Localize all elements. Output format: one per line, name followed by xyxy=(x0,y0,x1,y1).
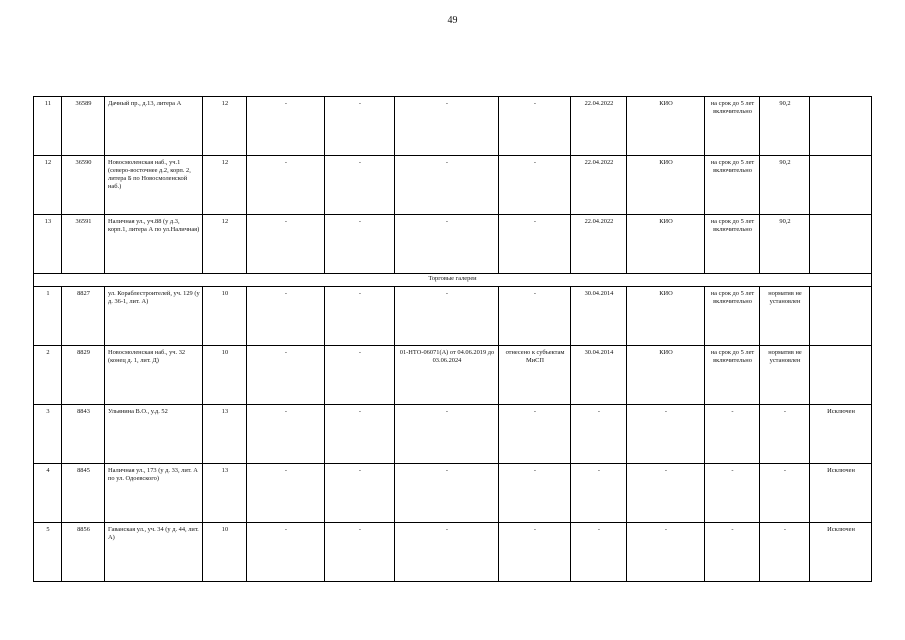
table-row xyxy=(34,97,872,156)
register-table xyxy=(33,96,872,582)
cell-contract: - xyxy=(395,97,499,156)
cell-note xyxy=(810,287,872,346)
cell-area: 90,2 xyxy=(760,215,810,274)
cell-note: Исключен xyxy=(810,464,872,523)
cell-col6: - xyxy=(325,97,395,156)
cell-status: отнесено к субъектам МиСП xyxy=(499,346,571,405)
cell-code: 12 xyxy=(203,215,247,274)
cell-date: 22.04.2022 xyxy=(571,215,627,274)
cell-term: - xyxy=(705,405,760,464)
cell-number: 12 xyxy=(34,156,62,215)
cell-note xyxy=(810,156,872,215)
cell-note xyxy=(810,97,872,156)
cell-id: 8856 xyxy=(62,523,105,582)
cell-col5: - xyxy=(247,464,325,523)
cell-status: - xyxy=(499,97,571,156)
cell-org: КИО xyxy=(627,215,705,274)
cell-address: Гаванская ул., уч. 34 (у д. 44, лит. А) xyxy=(105,523,203,582)
cell-status: - xyxy=(499,523,571,582)
cell-code: 12 xyxy=(203,97,247,156)
cell-contract: - xyxy=(395,215,499,274)
cell-date: 22.04.2022 xyxy=(571,156,627,215)
cell-contract: 01-НТО-06071(А) от 04.06.2019 до 03.06.2024 xyxy=(395,346,499,405)
cell-area: - xyxy=(760,523,810,582)
cell-area: - xyxy=(760,464,810,523)
cell-code: 12 xyxy=(203,156,247,215)
cell-col5: - xyxy=(247,346,325,405)
table-row xyxy=(34,405,872,464)
page-number: 49 xyxy=(447,15,458,26)
cell-term: на срок до 5 лет включительно xyxy=(705,287,760,346)
cell-org: - xyxy=(627,464,705,523)
cell-number: 2 xyxy=(34,346,62,405)
cell-col6: - xyxy=(325,156,395,215)
cell-date: 30.04.2014 xyxy=(571,346,627,405)
cell-contract: - xyxy=(395,287,499,346)
table-row xyxy=(34,346,872,405)
cell-status: - xyxy=(499,287,571,346)
cell-number: 4 xyxy=(34,464,62,523)
cell-number: 13 xyxy=(34,215,62,274)
cell-code: 10 xyxy=(203,523,247,582)
table-row xyxy=(34,215,872,274)
cell-col5: - xyxy=(247,287,325,346)
cell-date: - xyxy=(571,405,627,464)
cell-note xyxy=(810,346,872,405)
cell-address: Наличная ул., 173 (у д. 33, лит. А по ул. Одоевского) xyxy=(105,464,203,523)
cell-address: Ульянина В.О., у.д. 52 xyxy=(105,405,203,464)
cell-date: 30.04.2014 xyxy=(571,287,627,346)
cell-date: - xyxy=(571,523,627,582)
table-row xyxy=(34,287,872,346)
cell-status: - xyxy=(499,405,571,464)
cell-col6: - xyxy=(325,346,395,405)
cell-id: 36590 xyxy=(62,156,105,215)
cell-id: 8843 xyxy=(62,405,105,464)
cell-col5: - xyxy=(247,97,325,156)
cell-id: 8845 xyxy=(62,464,105,523)
cell-col6: - xyxy=(325,523,395,582)
cell-term: на срок до 5 лет включительно xyxy=(705,215,760,274)
cell-code: 13 xyxy=(203,405,247,464)
cell-col6: - xyxy=(325,287,395,346)
cell-org: КИО xyxy=(627,97,705,156)
cell-col6: - xyxy=(325,215,395,274)
cell-col5: - xyxy=(247,523,325,582)
cell-address: Новосмоленская наб., уч.1 (северо-восточнее д.2, корп. 2, литера Б по Новосмоленской наб.) xyxy=(105,156,203,215)
cell-status: - xyxy=(499,156,571,215)
cell-term: на срок до 5 лет включительно xyxy=(705,346,760,405)
cell-org: КИО xyxy=(627,156,705,215)
cell-address: ул. Кораблестроителей, уч. 129 (у д. 36-1, лит. А) xyxy=(105,287,203,346)
cell-address: Новосмоленская наб., уч. 32 (конец д. 1, лит. Д) xyxy=(105,346,203,405)
cell-code: 10 xyxy=(203,287,247,346)
cell-term: на срок до 5 лет включительно xyxy=(705,97,760,156)
cell-contract: - xyxy=(395,523,499,582)
cell-code: 13 xyxy=(203,464,247,523)
cell-address: Дачный пр., д.13, литера А xyxy=(105,97,203,156)
cell-note: Исключен xyxy=(810,405,872,464)
cell-number: 3 xyxy=(34,405,62,464)
cell-org: КИО xyxy=(627,346,705,405)
cell-org: - xyxy=(627,405,705,464)
cell-area: - xyxy=(760,405,810,464)
cell-col5: - xyxy=(247,215,325,274)
cell-status: - xyxy=(499,464,571,523)
cell-term: на срок до 5 лет включительно xyxy=(705,156,760,215)
cell-area: норматив не установлен xyxy=(760,287,810,346)
cell-note: Исключен xyxy=(810,523,872,582)
cell-date: - xyxy=(571,464,627,523)
cell-col5: - xyxy=(247,156,325,215)
cell-org: - xyxy=(627,523,705,582)
cell-term: - xyxy=(705,523,760,582)
cell-status: - xyxy=(499,215,571,274)
cell-number: 5 xyxy=(34,523,62,582)
cell-contract: - xyxy=(395,405,499,464)
cell-area: норматив не установлен xyxy=(760,346,810,405)
cell-contract: - xyxy=(395,464,499,523)
cell-id: 36589 xyxy=(62,97,105,156)
cell-note xyxy=(810,215,872,274)
cell-number: 1 xyxy=(34,287,62,346)
cell-code: 10 xyxy=(203,346,247,405)
table-row xyxy=(34,523,872,582)
cell-id: 36591 xyxy=(62,215,105,274)
section-title: Торговые галереи xyxy=(34,274,872,287)
cell-date: 22.04.2022 xyxy=(571,97,627,156)
cell-number: 11 xyxy=(34,97,62,156)
table-row xyxy=(34,464,872,523)
cell-contract: - xyxy=(395,156,499,215)
cell-term: - xyxy=(705,464,760,523)
cell-col6: - xyxy=(325,464,395,523)
cell-org: КИО xyxy=(627,287,705,346)
table-row xyxy=(34,156,872,215)
cell-address: Наличная ул., уч.88 (у д.3, корп.1, литера А по ул.Наличная) xyxy=(105,215,203,274)
cell-id: 8829 xyxy=(62,346,105,405)
cell-area: 90,2 xyxy=(760,97,810,156)
section-header-row xyxy=(34,274,872,287)
cell-col6: - xyxy=(325,405,395,464)
cell-area: 90,2 xyxy=(760,156,810,215)
cell-col5: - xyxy=(247,405,325,464)
cell-id: 8827 xyxy=(62,287,105,346)
